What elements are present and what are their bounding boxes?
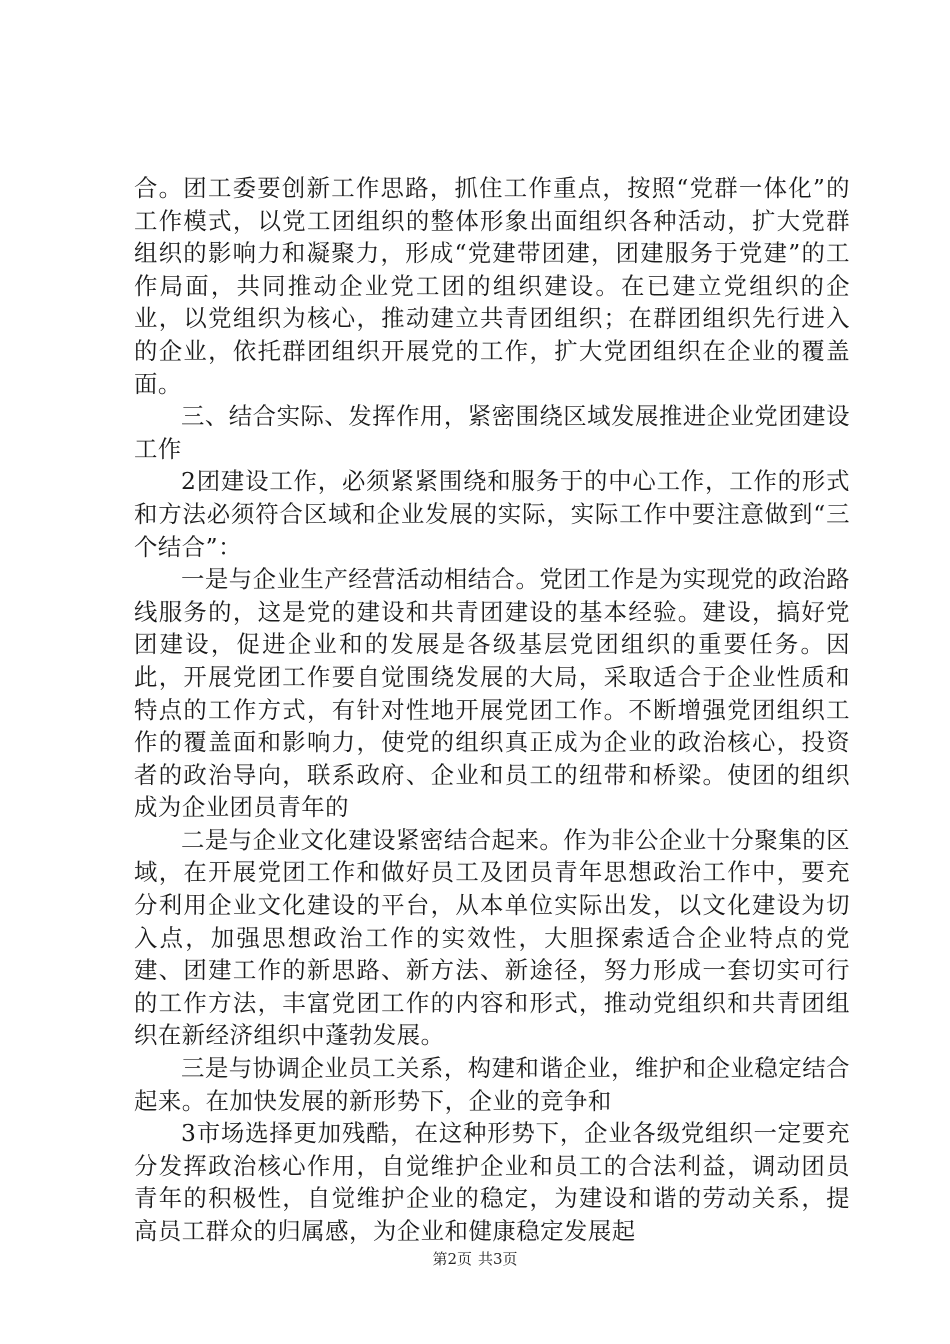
page-total: 共3页	[478, 1250, 518, 1268]
paragraph-3: 一是与企业生产经营活动相结合。党团工作是为实现党的政治路线服务的，这是党的建设和共青团建设的基本经验。建设，搞好党团建设，促进企业和的发展是各级基层党团组织的重要任务。因此，开展党团工作要自觉围绕发展的大局，采取适合于企业性质和特点的工作方式，有针对性地开展党团工作。不断增强党团组织工作的覆盖面和影响力，使党的组织真正成为企业的政治核心，投资者的政治导向，联系政府、企业和员工的纽带和桥梁。使团的组织成为企业团员青年的	[134, 565, 850, 822]
paragraph-5: 三是与协调企业员工关系，构建和谐企业，维护和企业稳定结合起来。在加快发展的新形势下，企业的竞争和	[134, 1054, 850, 1115]
paragraph-2: 2团建设工作，必须紧紧围绕和服务于的中心工作，工作的形式和方法必须符合区域和企业发展的实际，实际工作中要注意做到“三个结合”：	[134, 467, 850, 561]
paragraph-6: 3市场选择更加残酷，在这种形势下，企业各级党组织一定要充分发挥政治核心作用，自觉维护企业和员工的合法利益，调动团员青年的积极性，自觉维护企业的稳定，为建设和谐的劳动关系，提高员工群众的归属感，为企业和健康稳定发展起	[134, 1119, 850, 1245]
page-number: 第2页	[432, 1250, 472, 1268]
paragraph-4: 二是与企业文化建设紧密结合起来。作为非公企业十分聚集的区域，在开展党团工作和做好员工及团员青年思想政治工作中，要充分利用企业文化建设的平台，从本单位实际出发，以文化建设为切入点，加强思想政治工作的实效性，大胆探索适合企业特点的党建、团建工作的新思路、新方法、新途径，努力形成一套切实可行的工作方法，丰富党团工作的内容和形式，推动党组织和共青团组织在新经济组织中蓬勃发展。	[134, 825, 850, 1050]
paragraph-1: 合。团工委要创新工作思路，抓住工作重点，按照“党群一体化”的工作模式，以党工团组织的整体形象出面组织各种活动，扩大党群组织的影响力和凝聚力，形成“党建带团建，团建服务于党建”的工作局面，共同推动企业党工团的组织建设。在已建立党组织的企业，以党组织为核心，推动建立共青团组织；在群团组织先行进入的企业，依托群团组织开展党的工作，扩大党团组织在企业的覆盖面。	[134, 174, 850, 398]
document-body	[134, 172, 850, 1248]
page-footer	[0, 1248, 950, 1269]
section-heading-3: 三、结合实际、发挥作用，紧密围绕区域发展推进企业党团建设工作	[134, 402, 850, 463]
